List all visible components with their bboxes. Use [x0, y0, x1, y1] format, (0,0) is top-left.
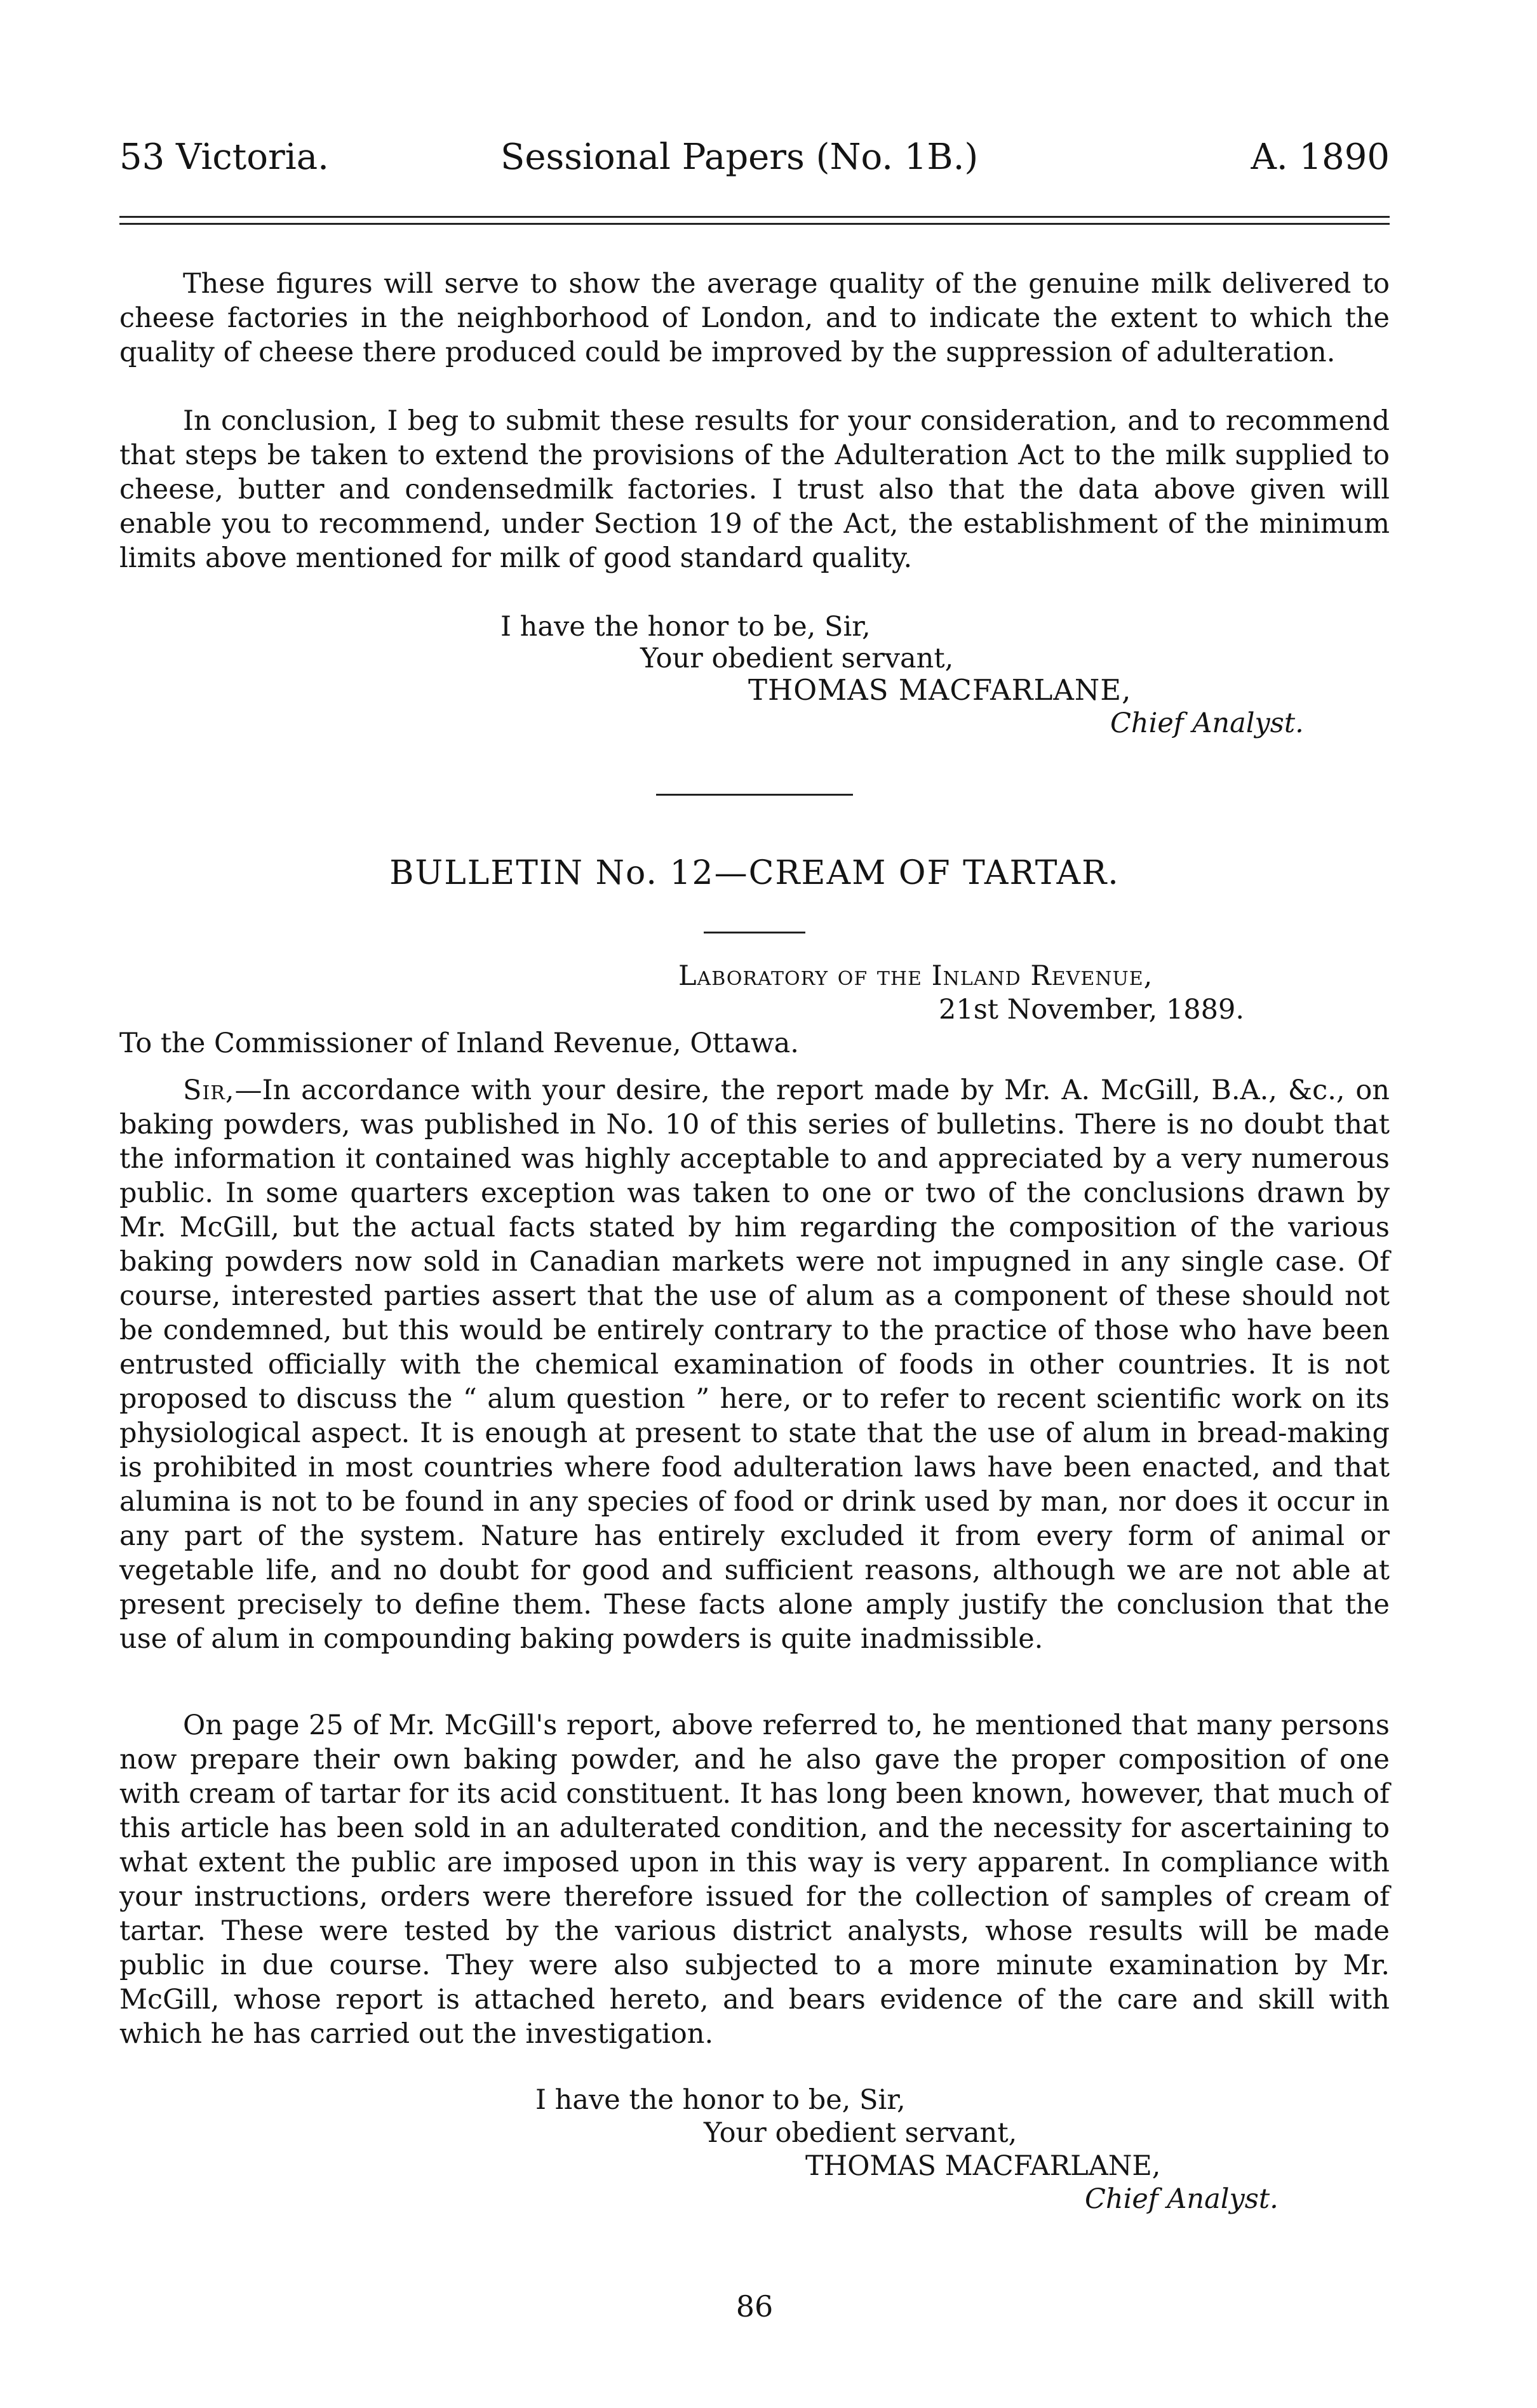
- header-year: A. 1890: [1251, 137, 1390, 178]
- bulletin-paragraph-2: On page 25 of Mr. McGill's report, above referred to, he mentioned that many persons now prepare their own baking powder, and he also gave the proper composition of one with cream of tartar for its acid constituent. It has long been known, however, that much of this article has been sold in an adulterated condition, and the necessity for ascertaining to what extent the public are imposed upon in this way is very apparent. In compliance with your instructions, orders were therefore issued for the collection of samples of cream of tartar. These were tested by the various district analysts, whose results will be made public in due course. They were also subjected to a more minute examination by Mr. McGill, whose report is attached hereto, and bears evidence of the care and skill with which he has carried out the investigation.: [119, 1709, 1390, 2050]
- bulletin-heading: BULLETIN No. 12—CREAM OF TARTAR.: [389, 854, 1120, 892]
- letter-recipient: To the Commissioner of Inland Revenue, Ottawa.: [119, 1027, 799, 1059]
- intro-paragraph-2: In conclusion, I beg to submit these results for your consideration, and to recommend that steps be taken to extend the provisions of the Adulteration Act to the milk supplied to cheese, butter and condensedmilk factories. I trust also that the data above given will enable you to recommend, under Section 19 of the Act, the establishment of the minimum limits above mentioned for milk of good standard quality.: [119, 405, 1390, 574]
- bulletin-paragraph-1: [119, 1073, 1390, 1656]
- laboratory-address: Laboratory of the Inland Revenue,: [678, 960, 1153, 992]
- section-divider: [656, 794, 853, 796]
- bulletin-signature-name: THOMAS MACFARLANE,: [805, 2150, 1161, 2182]
- page-header: [119, 137, 1390, 187]
- header-title: Sessional Papers (No. 1B.): [500, 137, 979, 178]
- bulletin-paragraph-1-text: —In accordance with your desire, the report made by Mr. A. McGill, B.A., &c., on baking powders, was published in No. 10 of this series of bulletins. There is no doubt that the information it contained was highly acceptable to and appreciated by a very numerous public. In some quarters exception was taken to one or two of the conclusions drawn by Mr. McGill, but the actual facts stated by him regarding the composition of the various baking powders now sold in Canadian markets were not impugned in any single case. Of course, interested parties assert that the use of alum as a component of these should not be condemned, but this would be entirely contrary to the practice of those who have been entrusted officially with the chemical examination of foods in other countries. It is not proposed to discuss the “ alum question ” here, or to refer to recent scientific work on its physiological aspect. It is enough at present to state that the use of alum in bread-making is prohibited in most countries where food adulteration laws have been enacted, and that alumina is not to be found in any species of food or drink used by man, nor does it occur in any part of the system. Nature has entirely excluded it from every form of animal or vegetable life, and no doubt for good and sufficient reasons, although we are not able at present precisely to define them. These facts alone amply justify the conclusion that the use of alum in compounding baking powders is quite inadmissible.: [119, 1074, 1390, 1655]
- closing-line-2: Your obedient servant,: [640, 643, 954, 674]
- signature-name: THOMAS MACFARLANE,: [748, 673, 1132, 707]
- header-double-rule: [119, 216, 1390, 225]
- letter-date: 21st November, 1889.: [939, 994, 1244, 1026]
- closing-line-1: I have the honor to be, Sir,: [500, 611, 871, 643]
- page-number: 86: [735, 2289, 774, 2324]
- bulletin-divider: [704, 932, 805, 933]
- header-volume: 53 Victoria.: [119, 137, 329, 178]
- signature-title: Chief Analyst.: [1110, 707, 1304, 739]
- salutation: Sir,: [183, 1074, 235, 1106]
- intro-paragraph-1: These figures will serve to show the average quality of the genuine milk delivered to cheese factories in the neighborhood of London, and to indicate the extent to which the quality of cheese there produced could be improved by the suppression of adulteration.: [119, 268, 1390, 368]
- document-page: [119, 0, 1390, 2408]
- bulletin-closing-line-1: I have the honor to be, Sir,: [535, 2084, 906, 2116]
- bulletin-closing-line-2: Your obedient servant,: [704, 2117, 1017, 2149]
- bulletin-signature-title: Chief Analyst.: [1085, 2183, 1279, 2215]
